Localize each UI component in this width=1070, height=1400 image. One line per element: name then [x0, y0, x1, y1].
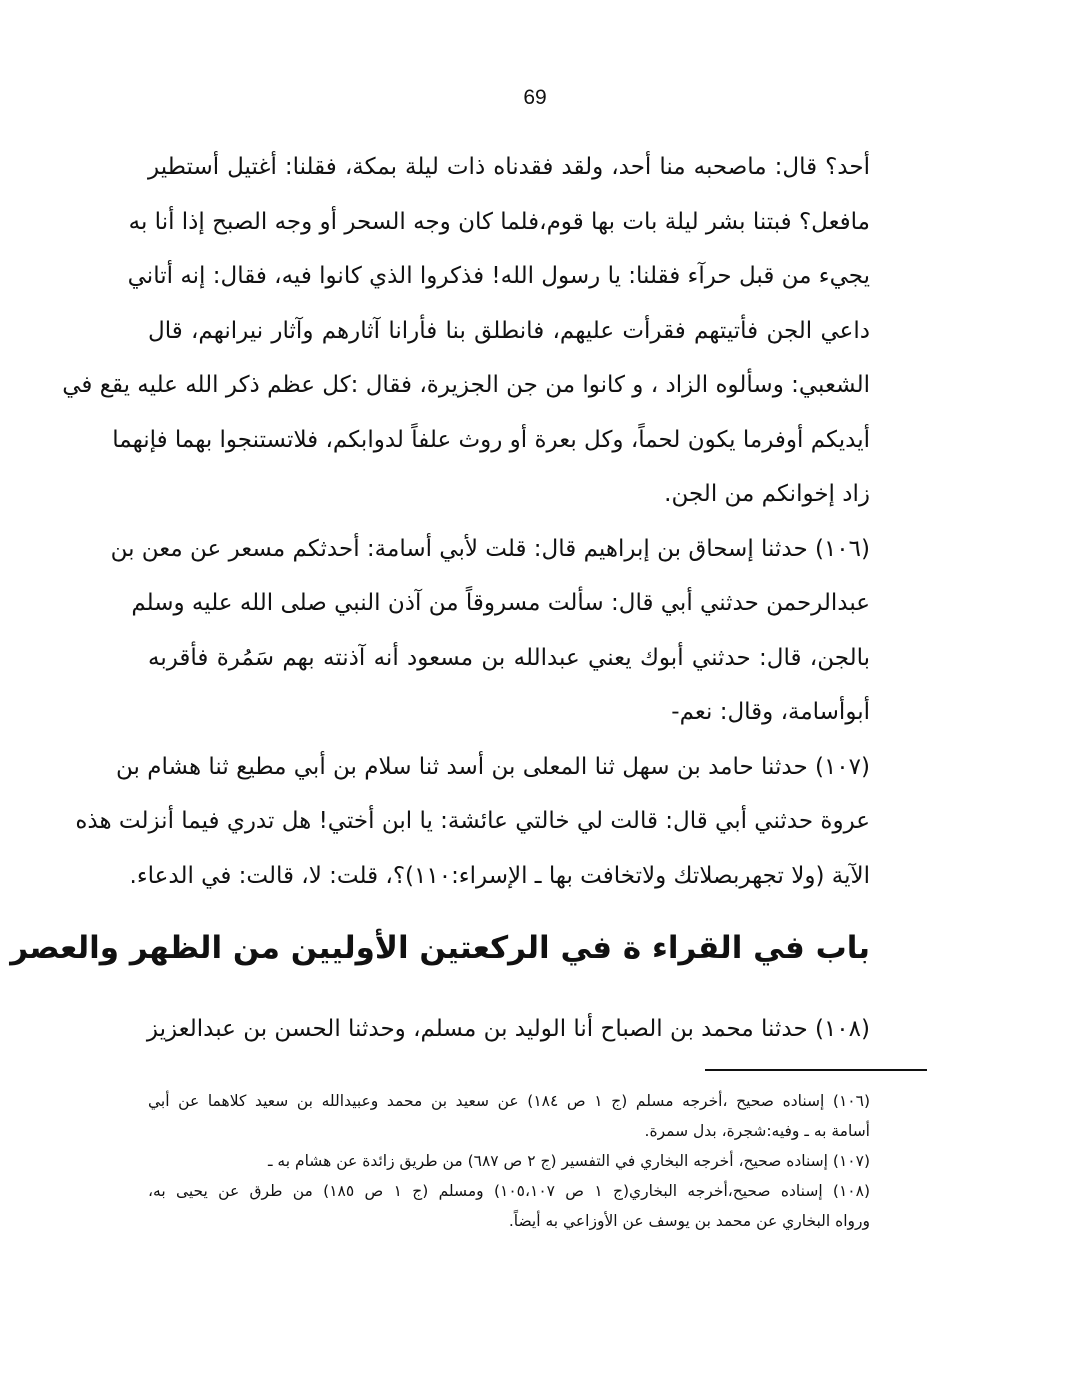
section-heading: باب في القراء ة في الركعتين الأوليين من الظهر والعصر — [10, 930, 870, 966]
footnote-divider — [705, 1069, 927, 1071]
hadith-108-line: (١٠٨) حدثنا محمد بن الصباح أنا الوليد بن مسلم، وحدثنا الحسن بن عبدالعزيز — [146, 1016, 870, 1042]
body-line: عبدالرحمن حدثني أبي قال: سألت مسروقاً من آذن النبي صلى الله عليه وسلم — [131, 590, 870, 616]
page-number: 69 — [523, 86, 547, 109]
footnote-line: (١٠٨) إسناده صحيح،أخرجه البخاري(ج ١ ص ١٠٥،١٠٧) ومسلم (ج ١ ص ١٨٥) من طرق عن يحيى به، — [148, 1182, 871, 1200]
hadith-106-line: (١٠٦) حدثنا إسحاق بن إبراهيم قال: قلت لأبي أسامة: أحدثكم مسعر عن معن بن — [110, 535, 870, 562]
body-line: أبوأسامة، وقال: نعم- — [671, 699, 870, 725]
body-line: أيديكم أوفرما يكون لحماً، وكل بعرة أو روث علفاً لدوابكم، فلاتستنجوا بهما فإنهما — [112, 426, 870, 453]
footnotes — [148, 1086, 870, 1236]
footnote-line: ورواه البخاري عن محمد بن يوسف عن الأوزاعي به أيضاً. — [508, 1212, 870, 1230]
body-line: الآية (ولا تجهربصلاتك ولاتخافت بها ـ الإسراء:١١٠)؟، قلت: لا، قالت: في الدعاء. — [129, 862, 870, 889]
footnote-line: (١٠٧) إسناده صحيح، أخرجه البخاري في التفسير (ج ٢ ص ٦٨٧) من طريق زائدة عن هشام به ـ — [267, 1152, 870, 1170]
body-line: الشعبي: وسألوه الزاد ، و كانوا من جن الجزيرة، فقال :كل عظم ذكر الله عليه يقع في — [62, 372, 870, 398]
hadith-107-line: (١٠٧) حدثنا حامد بن سهل ثنا المعلى بن أسد ثنا سلام بن أبي مطيع ثنا هشام بن — [115, 753, 870, 780]
body-line: زاد إخوانكم من الجن. — [664, 481, 870, 507]
footnote-line: (١٠٦) إسناده صحيح ،أخرجه مسلم (ج ١ ص ١٨٤) عن سعيد بن محمد وعبيدالله بن سعيد كلاهما عن أبي — [148, 1092, 871, 1110]
body-line: داعي الجن فأتيتهم فقرأت عليهم، فانطلق بنا فأرانا آثارهم وآثار نيرانهم، قال — [148, 317, 870, 344]
body-line: عروة حدثني أبي قال: قالت لي خالتي عائشة: يا ابن أختي! هل تدري فيما أنزلت هذه — [75, 808, 870, 834]
body-line: بالجن، قال: حدثني أبوك يعني عبدالله بن مسعود أنه آذنته بهم سَمُرة فأقربه — [148, 644, 870, 671]
body-text — [62, 140, 870, 903]
body-line: مافعل؟ فبتنا بشر ليلة بات بها قوم،فلما كان وجه السحر أو وجه الصبح إذا أنا به — [128, 208, 870, 235]
footnote-line: أسامة به ـ وفيه:شجرة، بدل سمرة. — [644, 1122, 870, 1140]
body-line: يجيء من قبل حرآء فقلنا: يا رسول الله! فذكروا الذي كانوا فيه، فقال: إنه أتاني — [127, 263, 870, 289]
body-line: أحد؟ قال: ماصحبه منا أحد، ولقد فقدناه ذات ليلة بمكة، فقلنا: أغتيل أستطير — [148, 154, 870, 180]
